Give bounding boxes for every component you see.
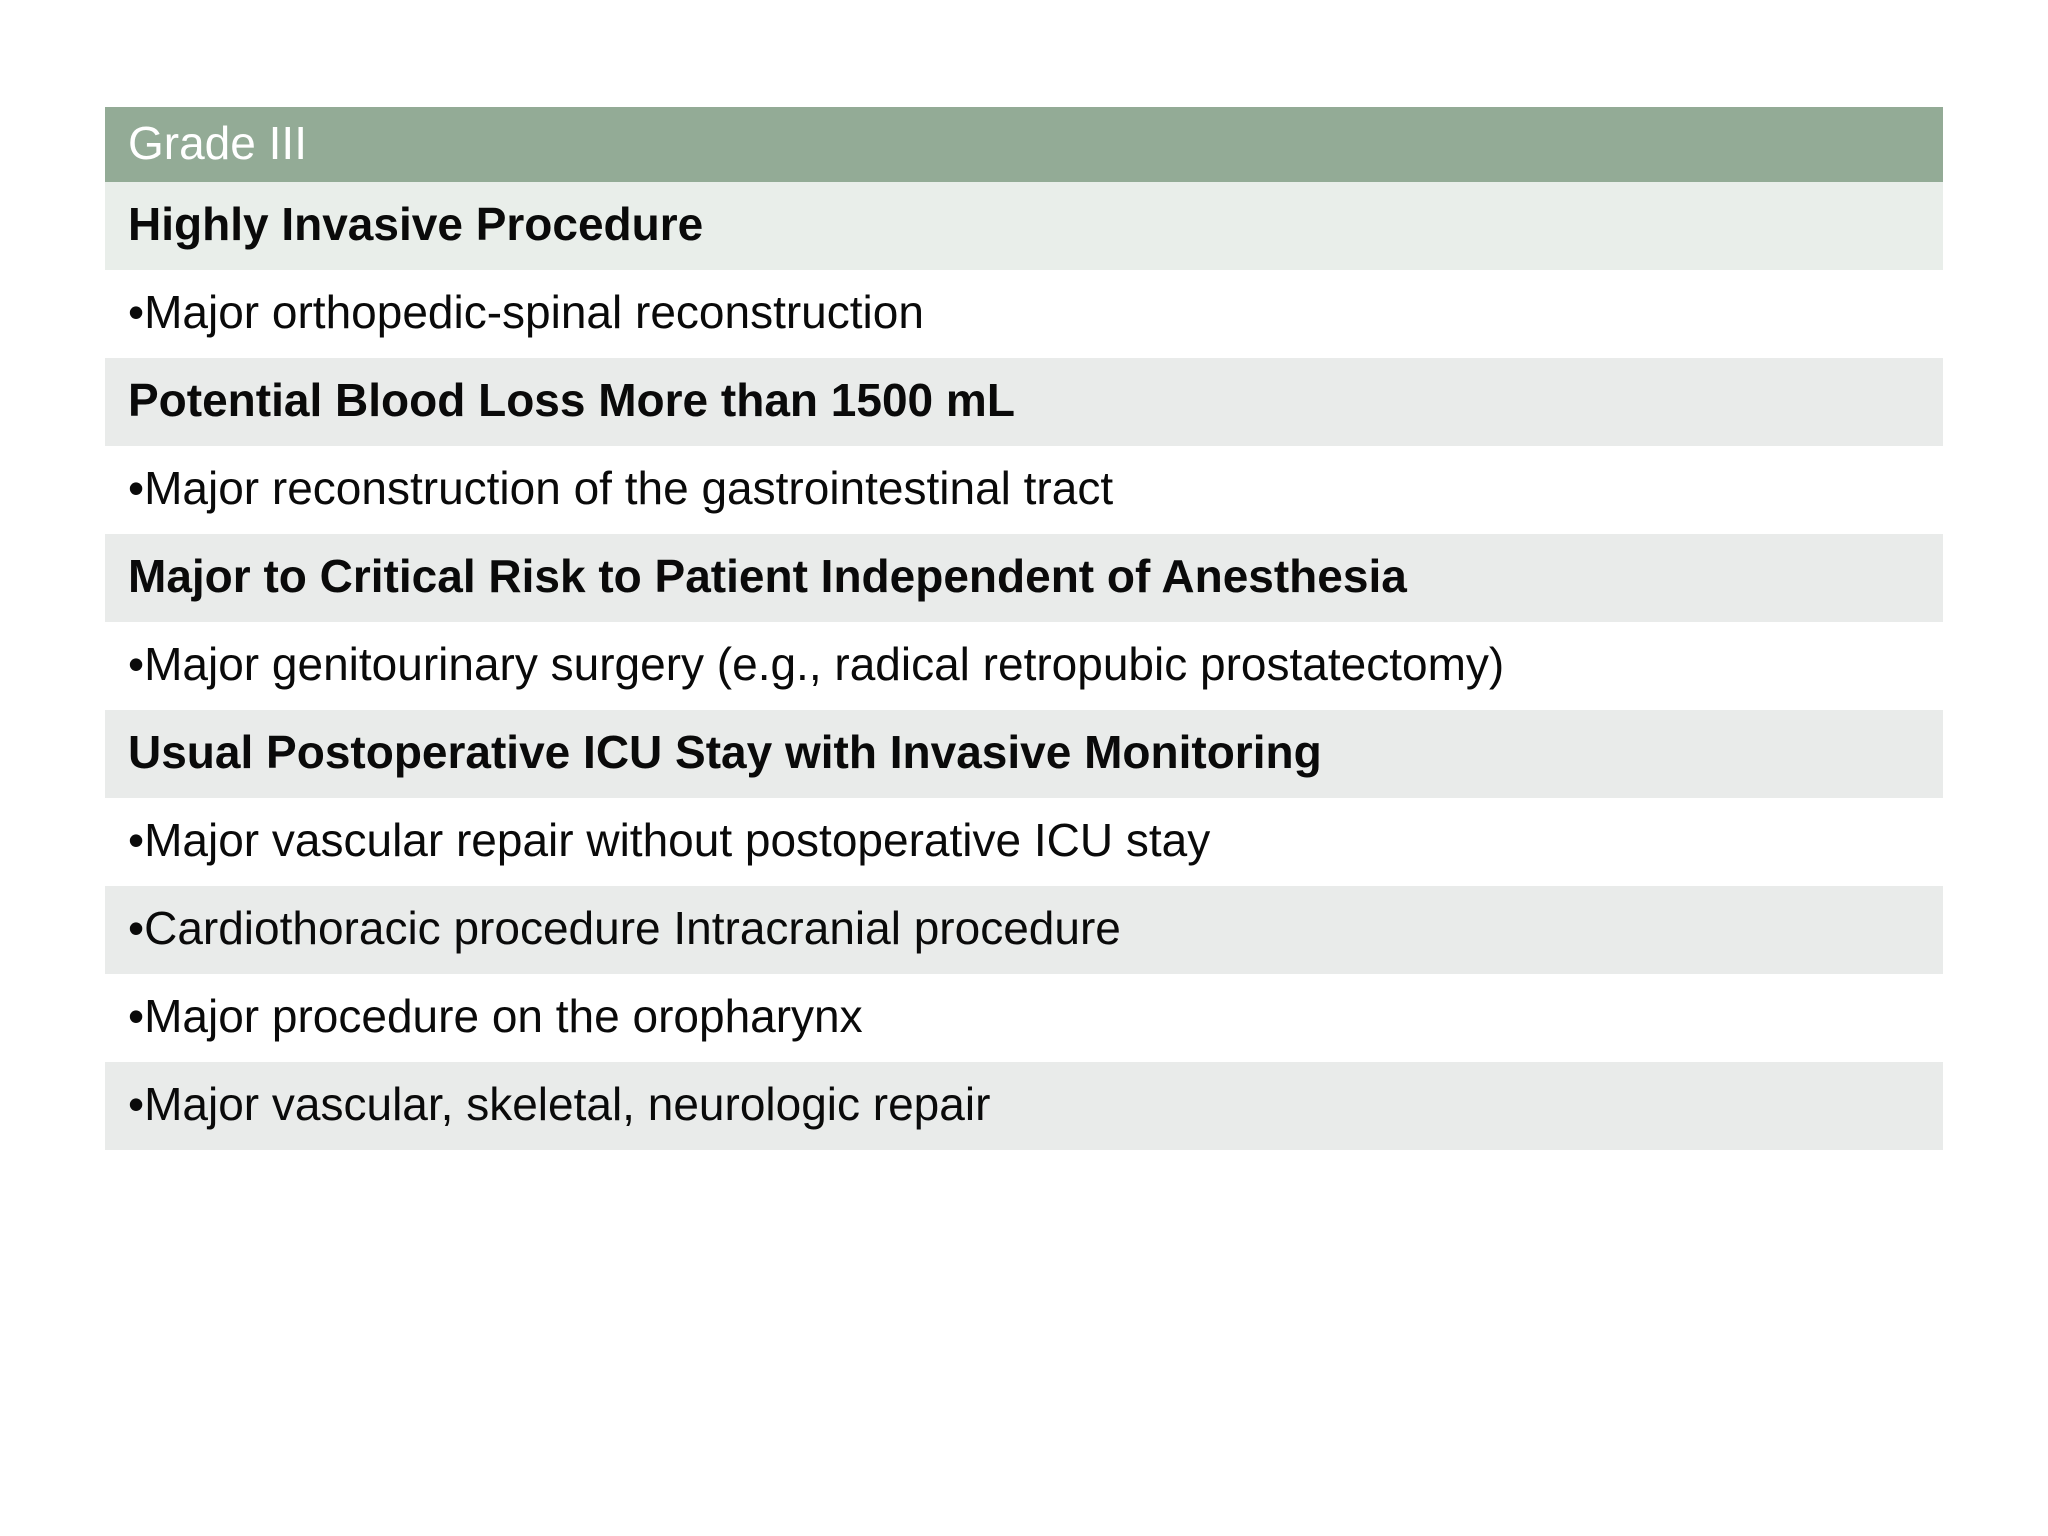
table-row <box>105 622 1943 710</box>
table-row <box>105 270 1943 358</box>
row-item: •Major reconstruction of the gastrointestinal tract <box>128 462 1114 514</box>
row-heading: Major to Critical Risk to Patient Independent of Anesthesia <box>128 550 1407 602</box>
table-header <box>105 107 1943 182</box>
row-heading: Highly Invasive Procedure <box>128 198 704 250</box>
row-heading: Potential Blood Loss More than 1500 mL <box>128 374 1015 426</box>
table-row <box>105 182 1943 270</box>
table-row <box>105 446 1943 534</box>
table-row <box>105 886 1943 974</box>
row-item: •Major procedure on the oropharynx <box>128 990 863 1042</box>
row-item: •Major vascular, skeletal, neurologic repair <box>128 1078 991 1130</box>
grade-table <box>105 107 1943 1150</box>
row-item: •Major genitourinary surgery (e.g., radical retropubic prostatectomy) <box>128 638 1505 690</box>
table-row <box>105 358 1943 446</box>
table-header-label: Grade III <box>128 116 307 169</box>
table-row <box>105 710 1943 798</box>
table-row <box>105 798 1943 886</box>
table-row <box>105 534 1943 622</box>
row-item: •Major orthopedic-spinal reconstruction <box>128 286 924 338</box>
row-item: •Major vascular repair without postoperative ICU stay <box>128 814 1211 866</box>
row-item: •Cardiothoracic procedure Intracranial procedure <box>128 902 1121 954</box>
row-heading: Usual Postoperative ICU Stay with Invasive Monitoring <box>128 726 1322 778</box>
table-row <box>105 974 1943 1062</box>
table-row <box>105 1062 1943 1150</box>
